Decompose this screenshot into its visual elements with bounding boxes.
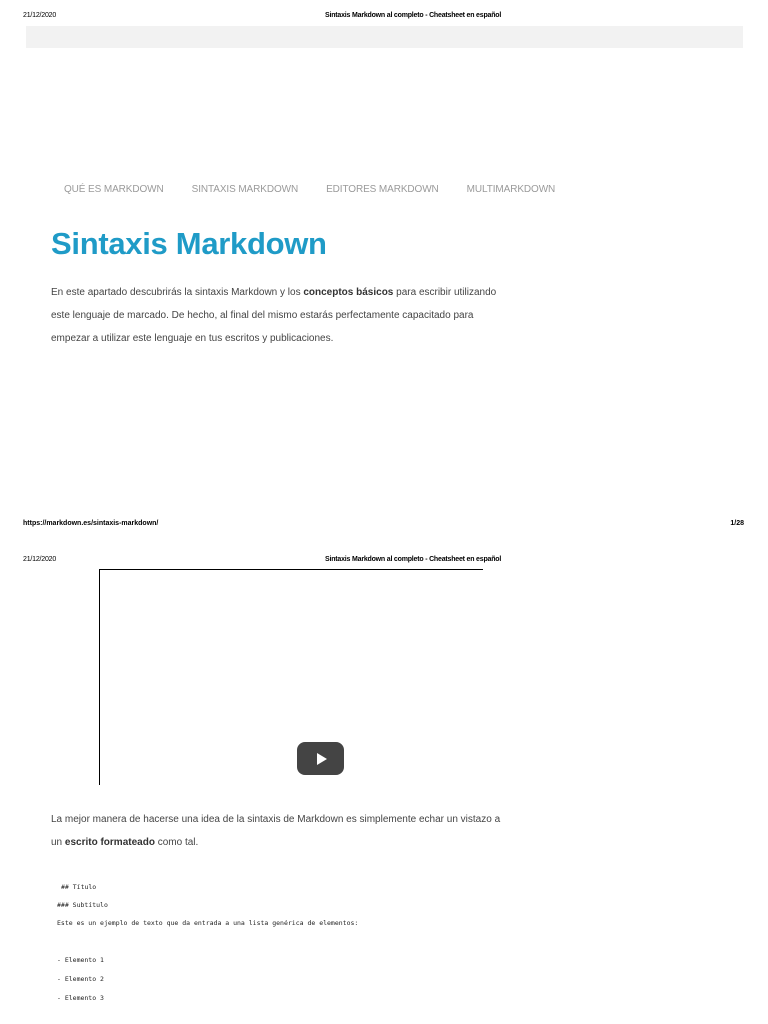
code-line-item-2: - Elemento 2 [57, 975, 104, 983]
code-line-item-3: - Elemento 3 [57, 994, 104, 1002]
embedded-video[interactable] [99, 569, 483, 785]
example-bold-text: escrito formateado [64, 837, 155, 848]
nav-link-multimarkdown[interactable]: MULTIMARKDOWN [466, 184, 556, 195]
print-header-date-2: 21/12/2020 [23, 556, 57, 563]
intro-paragraph [51, 281, 511, 350]
play-icon[interactable] [297, 742, 344, 775]
code-line-text: Este es un ejemplo de texto que da entrada a una lista genérica de elementos: [57, 919, 359, 927]
page-title: Sintaxis Markdown [51, 226, 327, 261]
code-line-title: ## Título [61, 883, 97, 891]
intro-text-end: para escribir utilizando este lenguaje de marcado. De hecho, al final del mismo estarás perfectamente capacitado para empezar a utilizar este lenguaje en tus escritos y publicaciones. [51, 287, 497, 344]
print-footer-url: https://markdown.es/sintaxis-markdown/ [23, 520, 159, 527]
code-line-subtitle: ### Subtítulo [57, 901, 108, 909]
example-text-start: La mejor manera de hacerse una idea de la sintaxis de Markdown es simplemente echar un vistazo a un [51, 814, 501, 848]
code-line-item-1: - Elemento 1 [57, 956, 104, 964]
nav-link-que-es-markdown[interactable]: QUÉ ES MARKDOWN [64, 184, 164, 195]
nav-link-editores-markdown[interactable]: EDITORES MARKDOWN [326, 184, 439, 195]
main-nav [64, 184, 583, 195]
example-intro-paragraph [51, 808, 511, 854]
intro-text-start: En este apartado descubrirás la sintaxis Markdown y los [51, 287, 304, 298]
intro-bold-text: conceptos básicos [303, 287, 394, 298]
print-header-title-2: Sintaxis Markdown al completo - Cheatsheet en español [325, 556, 502, 563]
top-banner-placeholder [26, 26, 743, 48]
nav-link-sintaxis-markdown[interactable]: SINTAXIS MARKDOWN [191, 184, 299, 195]
print-header-date: 21/12/2020 [23, 12, 57, 19]
example-text-end: como tal. [154, 837, 199, 848]
print-header-title: Sintaxis Markdown al completo - Cheatsheet en español [325, 12, 502, 19]
print-footer-page-number: 1/28 [730, 520, 744, 527]
